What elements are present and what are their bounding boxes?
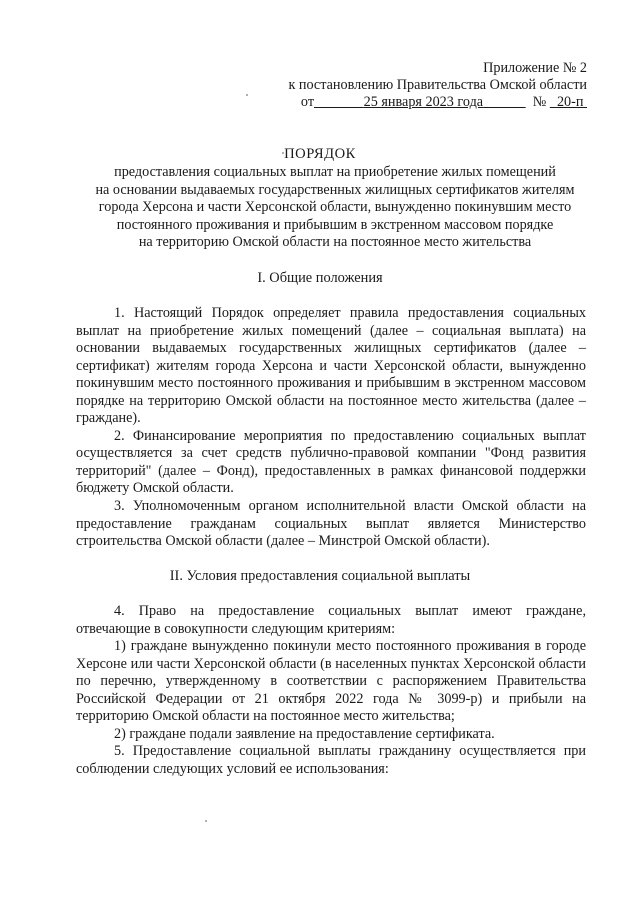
scan-speck <box>205 820 207 822</box>
scan-speck <box>246 94 248 96</box>
subtitle-line: на территорию Омской области на постоянное место жительства <box>138 234 532 251</box>
section-1-body <box>76 305 586 551</box>
scan-speck <box>282 152 284 154</box>
annex-resolution: к постановлению Правительства Омской области <box>288 77 587 93</box>
number-value: 20-п <box>556 94 584 110</box>
paragraph-4: 4. Право на предоставление социальных выплат имеют граждане, отвечающие в совокупности следующим критериям: <box>76 603 586 637</box>
subtitle-line: на основании выдаваемых государственных жилищных сертификатов жителям <box>95 181 575 198</box>
section-2-body <box>76 603 586 778</box>
section-2-heading: II. Условия предоставления социальной выплаты <box>169 568 471 584</box>
annex-number: Приложение № 2 <box>483 60 587 76</box>
document-subtitle <box>70 164 600 252</box>
paragraph-5: 5. Предоставление социальной выплаты гражданину осуществляется при соблюдении следующих условий ее использования: <box>76 743 586 777</box>
criterion-2: 2) граждане подали заявление на предоставление сертификата. <box>114 725 495 742</box>
annex-block <box>247 60 587 111</box>
subtitle-line: постоянного проживания и прибывшим в экстренном массовом порядке <box>116 216 554 233</box>
subtitle-line: предоставления социальных выплат на приобретение жилых помещений <box>114 164 556 180</box>
number-prefix: № <box>532 94 547 110</box>
section-1-heading: I. Общие положения <box>257 270 383 286</box>
paragraph-1: 1. Настоящий Порядок определяет правила предоставления социальных выплат на приобретение жилых помещений (далее – социальная выплата) на основании выдаваемых государственных жилищных сертификатов (далее – сертификат) жителям города Херсона и части Херсонской области, вынужденно покинувшим место постоянного проживания и прибывшим в экстренном массовом порядке на территорию Омской области на постоянное место жительства (далее – граждане). <box>76 305 586 427</box>
date-prefix: от <box>300 94 315 110</box>
paragraph-2: 2. Финансирование мероприятия по предоставлению социальных выплат осуществляется за счет средств публично-правовой компании "Фонд развития территорий" (далее – Фонд), предоставленных в рамках финансовой поддержки бюджету Омской области. <box>76 427 586 497</box>
date-underline <box>314 94 526 110</box>
paragraph-3: 3. Уполномоченным органом исполнительной власти Омской области на предоставление гражданам социальных выплат является Министерство строительства Омской области (далее – Минстрой Омской области). <box>76 498 586 550</box>
document-title: ПОРЯДОК <box>284 146 356 162</box>
criterion-1: 1) граждане вынужденно покинули место постоянного проживания в городе Херсоне или части Херсонской области (в населенных пунктах Херсонской области по перечню, утвержденному в соответствии с распоряжением Правительства Российской Федерации от 21 октября 2022 года № 3099-р) и прибыли на территорию Омской области на постоянное место жительства; <box>76 638 586 725</box>
date-value: 25 января 2023 года <box>363 94 484 110</box>
annex-date-line <box>247 94 587 111</box>
subtitle-line: города Херсона и части Херсонской области, вынужденно покинувшим место <box>98 199 572 216</box>
number-underline <box>550 94 587 110</box>
